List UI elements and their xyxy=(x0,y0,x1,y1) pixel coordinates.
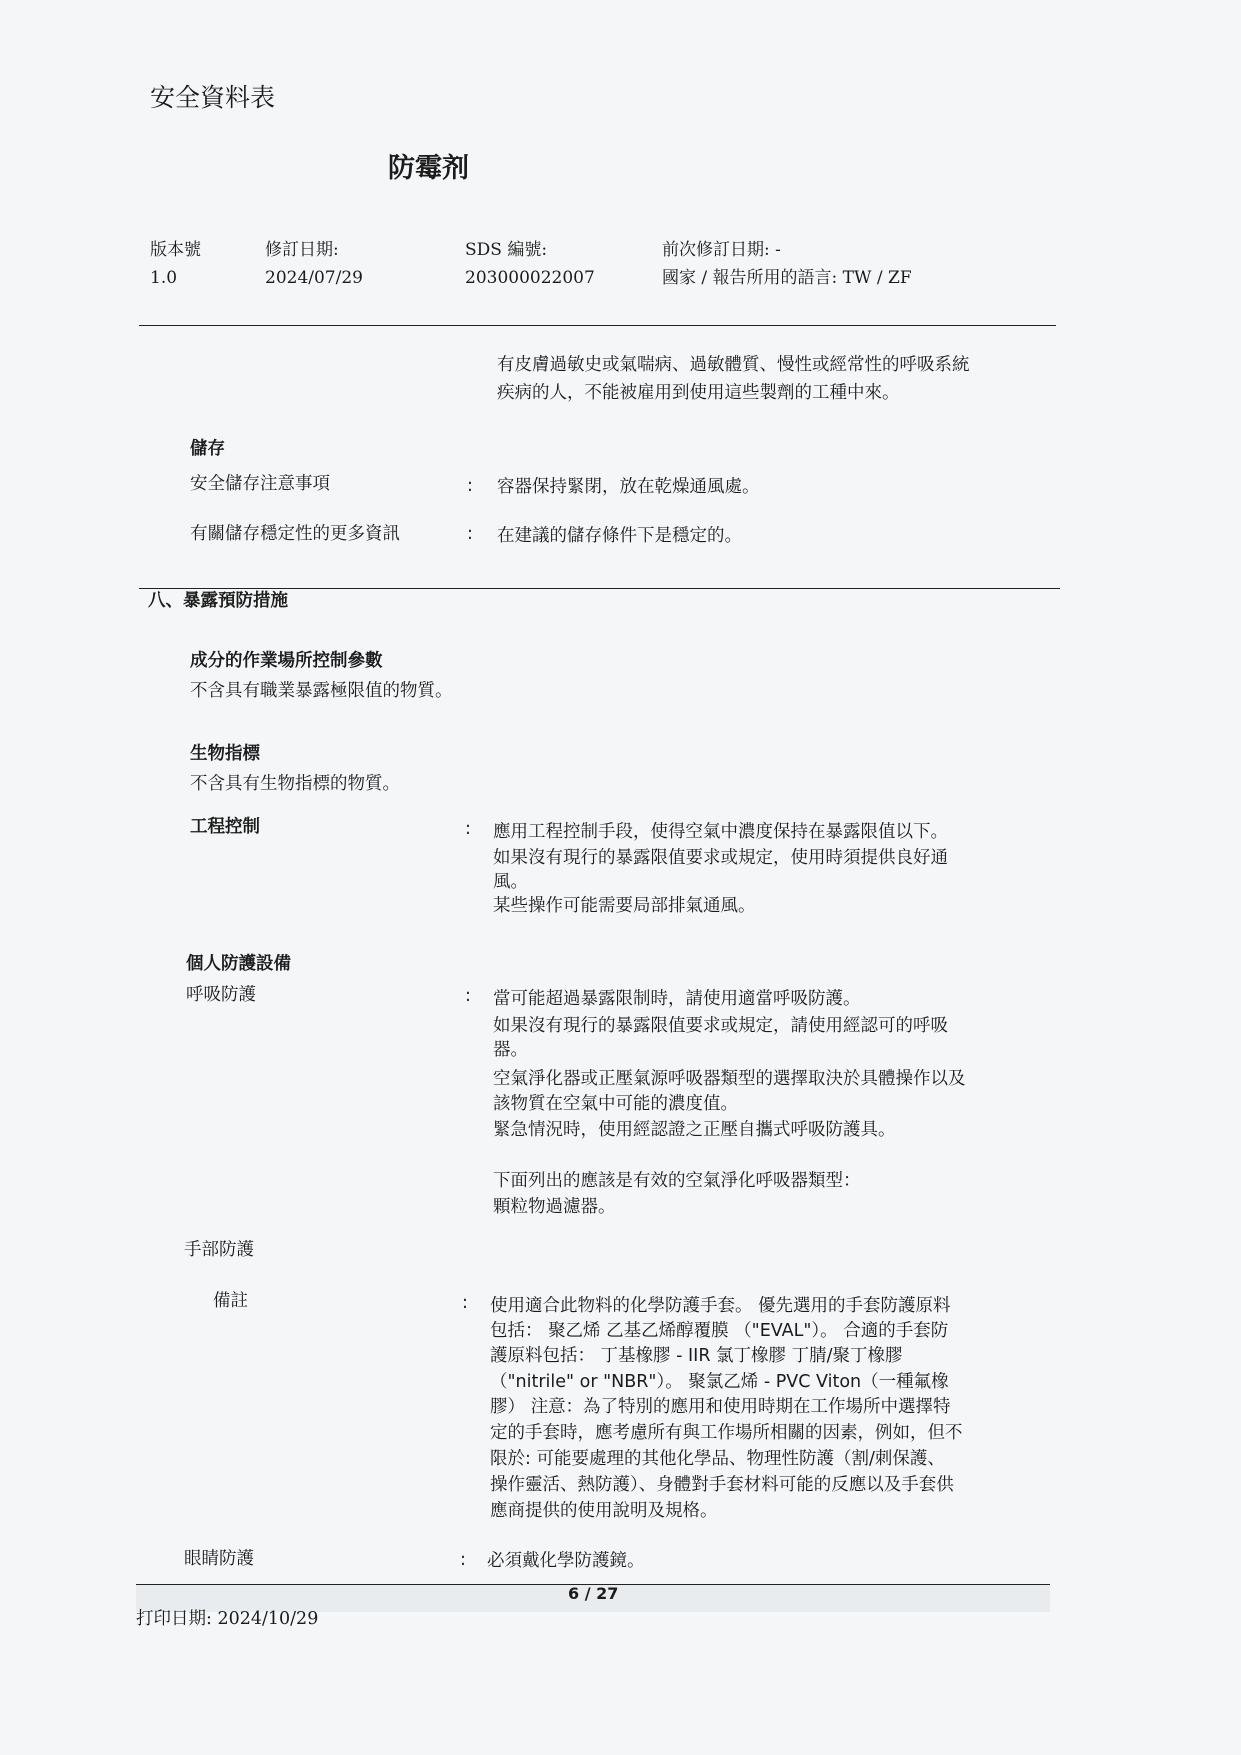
hand-remarks-colon: : xyxy=(462,1293,468,1313)
continued-text-line-2: 疾病的人，不能被雇用到使用這些製劑的工種中來。 xyxy=(497,383,900,403)
hand-remarks-line-8: 操作靈活、熱防護）、身體對手套材料可能的反應以及手套供 xyxy=(490,1475,954,1495)
respiratory-line-2: 如果沒有現行的暴露限值要求或規定，請使用經認可的呼吸 xyxy=(493,1016,948,1036)
hand-remarks-line-1: 使用適合此物料的化學防護手套。 優先選用的手套防護原料 xyxy=(490,1296,951,1316)
country-language: 國家 / 報告所用的語言: TW / ZF xyxy=(662,268,912,288)
respiratory-line-4: 空氣淨化器或正壓氣源呼吸器類型的選擇取決於具體操作以及 xyxy=(493,1069,966,1089)
hand-remarks-line-9: 應商提供的使用說明及規格。 xyxy=(490,1501,718,1521)
hand-remarks-line-7: 限於: 可能要處理的其他化學品、物理性防護（割/刺保護、 xyxy=(490,1449,945,1469)
respiratory-line-8: 顆粒物過濾器。 xyxy=(493,1197,616,1217)
page-number: 6 / 27 xyxy=(568,1584,619,1603)
product-name: 防霉剂 xyxy=(388,153,469,184)
respiratory-line-7: 下面列出的應該是有效的空氣淨化呼吸器類型： xyxy=(493,1171,861,1191)
section-8-title: 八、暴露預防措施 xyxy=(148,591,288,611)
workplace-control-text: 不含具有職業暴露極限值的物質。 xyxy=(190,681,453,701)
respiratory-protection-colon: : xyxy=(465,986,471,1006)
storage-stability-colon: : xyxy=(467,524,473,544)
version-value: 1.0 xyxy=(150,268,178,288)
bio-indicator-text: 不含具有生物指標的物質。 xyxy=(190,774,400,794)
sds-number-value: 203000022007 xyxy=(465,268,595,288)
storage-heading: 儲存 xyxy=(190,439,225,459)
engineering-line-2: 如果沒有現行的暴露限值要求或規定，使用時須提供良好通 xyxy=(493,848,948,868)
respiratory-line-5: 該物質在空氣中可能的濃度值。 xyxy=(493,1094,738,1114)
version-label: 版本號 xyxy=(150,240,201,260)
hand-protection-label: 手部防護 xyxy=(184,1240,254,1260)
engineering-line-1: 應用工程控制手段，使得空氣中濃度保持在暴露限值以下。 xyxy=(493,822,948,842)
revision-date-value: 2024/07/29 xyxy=(265,268,363,288)
engineering-line-3: 風。 xyxy=(493,872,528,892)
ppe-heading: 個人防護設備 xyxy=(186,954,291,974)
safe-storage-colon: : xyxy=(467,476,473,496)
revision-date-label: 修訂日期: xyxy=(265,240,339,260)
engineering-control-heading: 工程控制 xyxy=(190,817,260,837)
continued-text-line-1: 有皮膚過敏史或氣喘病、過敏體質、慢性或經常性的呼吸系統 xyxy=(497,355,970,375)
respiratory-line-1: 當可能超過暴露限制時，請使用適當呼吸防護。 xyxy=(493,989,861,1009)
bio-indicator-heading: 生物指標 xyxy=(190,744,260,764)
respiratory-protection-label: 呼吸防護 xyxy=(186,985,256,1005)
eye-protection-label: 眼睛防護 xyxy=(184,1549,254,1569)
respiratory-line-3: 器。 xyxy=(493,1040,528,1060)
respiratory-line-6: 緊急情況時，使用經認證之正壓自攜式呼吸防護具。 xyxy=(493,1120,896,1140)
print-date: 打印日期: 2024/10/29 xyxy=(136,1609,319,1629)
safe-storage-label: 安全儲存注意事項 xyxy=(190,474,330,494)
hand-remarks-line-2: 包括： 聚乙烯 乙基乙烯醇覆膜 （"EVAL"）。 合適的手套防 xyxy=(490,1321,949,1341)
document-type: 安全資料表 xyxy=(150,83,276,112)
header-divider xyxy=(139,325,1056,326)
engineering-control-colon: : xyxy=(465,819,471,839)
eye-protection-colon: : xyxy=(460,1550,466,1570)
hand-remarks-line-3: 護原料包括： 丁基橡膠 - IIR 氯丁橡膠 丁腈/聚丁橡膠 xyxy=(490,1346,903,1366)
safe-storage-value: 容器保持緊閉，放在乾燥通風處。 xyxy=(497,477,760,497)
sds-number-label: SDS 編號: xyxy=(465,240,548,260)
engineering-line-4: 某些操作可能需要局部排氣通風。 xyxy=(493,896,756,916)
workplace-control-heading: 成分的作業場所控制參數 xyxy=(190,651,383,671)
previous-revision-date: 前次修訂日期: - xyxy=(662,240,781,260)
hand-remarks-line-5: 膠） 注意：為了特別的應用和使用時期在工作場所中選擇特 xyxy=(490,1397,951,1417)
storage-stability-label: 有關儲存穩定性的更多資訊 xyxy=(190,524,400,544)
hand-remarks-line-6: 定的手套時，應考慮所有與工作場所相關的因素，例如，但不 xyxy=(490,1423,963,1443)
hand-remarks-label: 備註 xyxy=(213,1291,248,1311)
hand-remarks-line-4: （"nitrile" or "NBR"）。 聚氯乙烯 - PVC Viton（一種氟橡 xyxy=(490,1372,949,1392)
eye-protection-value: 必須戴化學防護鏡。 xyxy=(487,1551,645,1571)
storage-stability-value: 在建議的儲存條件下是穩定的。 xyxy=(497,526,742,546)
